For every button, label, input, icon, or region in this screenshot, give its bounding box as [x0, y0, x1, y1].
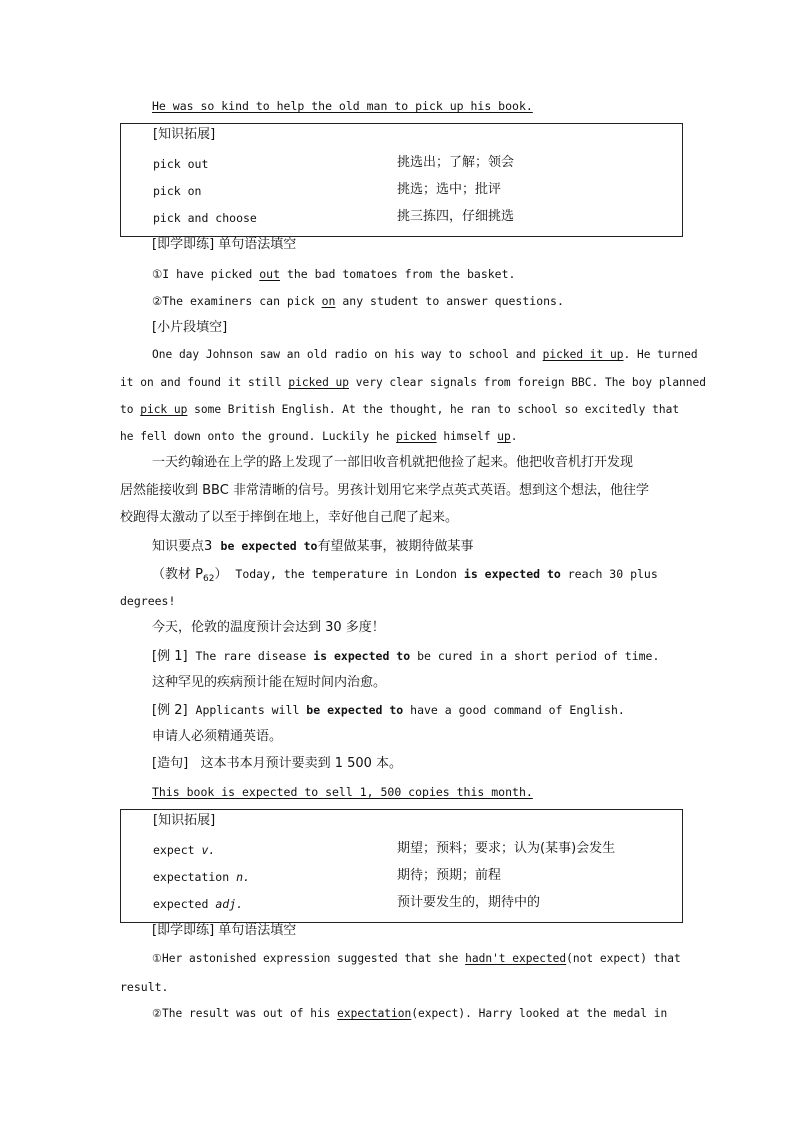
- word-en: expected adj.: [153, 897, 244, 911]
- textbook-source: （教材 $P_{62}$） Today, the temperature in London is expected to reach 30 plus: [152, 567, 658, 584]
- exercise-item: ②The examiners can pick on any student to answer questions.: [152, 294, 564, 308]
- answer: out: [259, 267, 281, 281]
- knowledge-extension-box-1: [120, 123, 683, 237]
- exercise-title: [即学即练] 单句语法填空: [152, 923, 297, 938]
- example-2: [例 2] Applicants will be expected to have a good command of English.: [152, 703, 625, 718]
- answer: hadn't expected: [465, 952, 567, 965]
- exercise-item: ①I have picked out the bad tomatoes from the basket.: [152, 267, 516, 281]
- phrase-cn: 挑选；选中；批评: [397, 182, 502, 197]
- word-cn: 期望；预料；要求；认为(某事)会发生: [397, 841, 616, 856]
- example-2-translation: 申请人必须精通英语。: [152, 729, 283, 744]
- word-en: expect v.: [153, 843, 216, 857]
- exercise-title: [即学即练] 单句语法填空: [152, 237, 297, 252]
- word-cn: 预计要发生的，期待中的: [397, 895, 541, 910]
- box-title: [知识拓展]: [153, 127, 216, 142]
- example-sentence: He was so kind to help the old man to pick up his book.: [152, 99, 533, 113]
- exercise-item-cont: result.: [120, 980, 169, 994]
- phrase-cn: 挑三拣四，仔细挑选: [397, 209, 515, 224]
- make-sentence-answer: This book is expected to sell 1, 500 copies this month.: [152, 785, 533, 799]
- box-title: [知识拓展]: [153, 813, 216, 828]
- exercise-item: ①Her astonished expression suggested that she hadn't expected(not expect) that: [152, 952, 681, 965]
- textbook-source-cont: degrees!: [120, 594, 176, 608]
- answer: expectation: [337, 1007, 412, 1020]
- phrase-en: pick and choose: [153, 211, 257, 225]
- example-1: [例 1] The rare disease is expected to be cured in a short period of time.: [152, 649, 660, 664]
- fragment-translation: 居然能接收到 BBC 非常清晰的信号。男孩计划用它来学点英式英语。想到这个想法，他往学: [120, 483, 649, 498]
- answer: on: [321, 294, 336, 308]
- fragment-line: to pick up some British English. At the thought, he ran to school so excitedly that: [120, 403, 680, 416]
- fragment-translation: 校跑得太激动了以至于摔倒在地上，幸好他自己爬了起来。: [120, 510, 459, 525]
- make-sentence: [造句] 这本书本月预计要卖到 1 500 本。: [152, 756, 403, 771]
- word-cn: 期待；预期；前程: [397, 868, 502, 883]
- translation: 今天，伦敦的温度预计会达到 30 多度！: [152, 620, 385, 635]
- fragment-translation: 一天约翰逊在上学的路上发现了一部旧收音机就把他捡了起来。他把收音机打开发现: [152, 455, 634, 470]
- word-en: expectation n.: [153, 870, 250, 884]
- fragment-line: he fell down onto the ground. Luckily he picked himself up.: [120, 430, 518, 443]
- knowledge-extension-box-2: [120, 809, 683, 923]
- fragment-line: One day Johnson saw an old radio on his way to school and picked it up. He turned: [152, 348, 698, 361]
- phrase-en: pick out: [153, 157, 209, 171]
- example-1-translation: 这种罕见的疾病预计能在短时间内治愈。: [152, 675, 387, 690]
- exercise-item: ②The result was out of his expectation(expect). Harry looked at the medal in: [152, 1007, 668, 1020]
- fragment-title: [小片段填空]: [152, 320, 228, 335]
- knowledge-point-heading: 知识要点3 be expected to有望做某事，被期待做某事: [152, 539, 474, 554]
- fragment-line: it on and found it still picked up very clear signals from foreign BBC. The boy planned: [120, 376, 706, 389]
- phrase-cn: 挑选出；了解；领会: [397, 155, 515, 170]
- phrase-en: pick on: [153, 184, 202, 198]
